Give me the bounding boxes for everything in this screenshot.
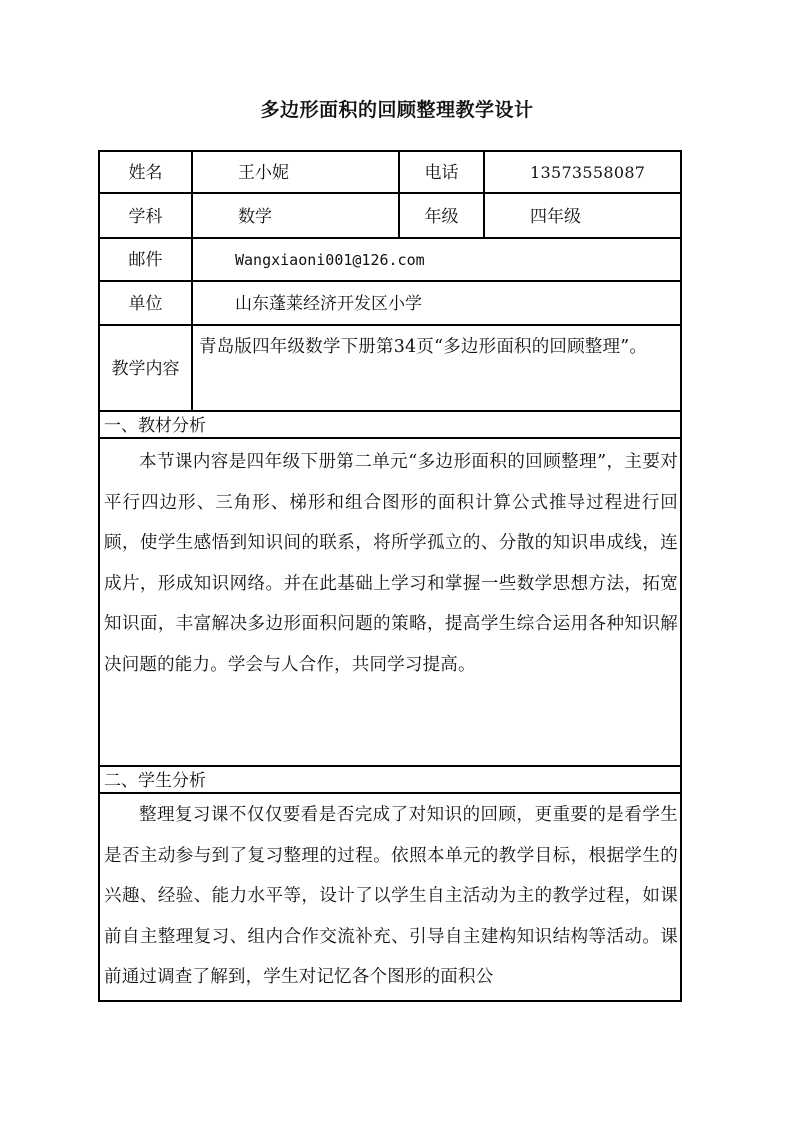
section-heading: 一、教材分析 [104, 416, 206, 436]
lesson-plan-table [98, 150, 682, 1002]
row-divider [100, 1000, 680, 1002]
row-divider [100, 437, 680, 439]
email-value: Wangxiaoni001@126.com [235, 251, 425, 269]
subject-value: 数学 [238, 207, 272, 227]
row-divider [100, 324, 680, 326]
section-body: 整理复习课不仅仅要看是否完成了对知识的回顾，更重要的是看学生是否主动参与到了复习整理的过程。依照本单元的教学目标，根据学生的兴趣、经验、能力水平等，设计了以学生自主活动为主的教学过程，如课前自主整理复习、组内合作交流补充、引导自主建构知识结构等活动。课前通过调查了解到，学生对记忆各个图形的面积公 [104, 805, 678, 987]
email-label: 邮件 [128, 250, 163, 270]
row-divider [100, 410, 680, 412]
row-divider [100, 765, 680, 767]
column-divider [483, 152, 485, 237]
subject-label: 学科 [128, 207, 163, 227]
section-heading: 二、学生分析 [104, 771, 206, 791]
grade-value: 四年级 [530, 207, 581, 227]
phone-label: 电话 [424, 163, 459, 183]
row-divider [100, 792, 680, 794]
section-body: 本节课内容是四年级下册第二单元“多边形面积的回顾整理”，主要对平行四边形、三角形、梯形和组合图形的面积计算公式推导过程进行回 顾，使学生感悟到知识间的联系，将所学孤立的、分散的知识串成线，连成片，形成知识网络。并在此基础上学习和掌握一些数学思想方法，拓宽知识面，丰富解决多边形面积问题的策略，提高学生综合运用各种知识解决问题的能力。学会与人合作，共同学习提高。 [104, 452, 678, 675]
phone-value: 13573558087 [530, 163, 646, 182]
name-label: 姓名 [128, 163, 163, 183]
row-divider [100, 237, 680, 239]
teaching-content-label: 教学内容 [111, 359, 180, 379]
document-title: 多边形面积的回顾整理教学设计 [260, 99, 534, 121]
column-divider [191, 152, 193, 410]
row-divider [100, 192, 680, 194]
teaching-content-value: 青岛版四年级数学下册第34页“多边形面积的回顾整理”。 [199, 337, 648, 357]
unit-value: 山东蓬莱经济开发区小学 [235, 294, 422, 314]
name-value: 王小妮 [238, 163, 289, 183]
unit-label: 单位 [128, 294, 163, 314]
row-divider [100, 280, 680, 282]
grade-label: 年级 [424, 207, 459, 227]
